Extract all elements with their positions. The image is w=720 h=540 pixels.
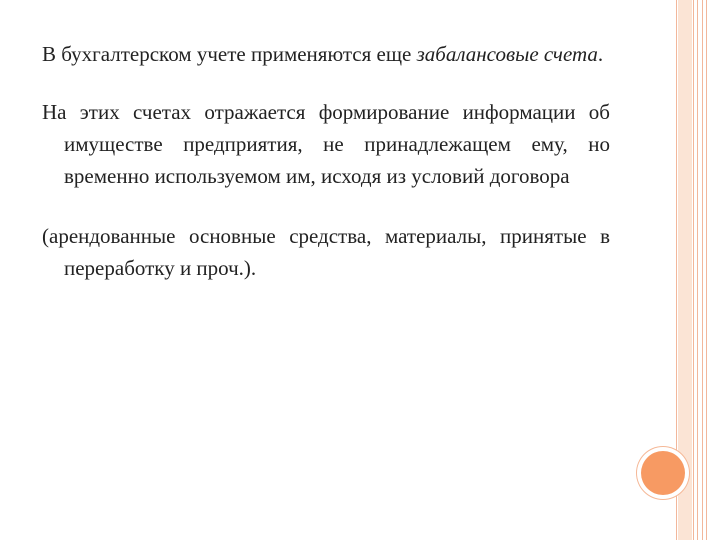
term-offbalance-accounts: забалансовые счета (416, 42, 598, 66)
border-line (706, 0, 707, 540)
border-line (693, 0, 694, 540)
border-line (697, 0, 698, 540)
decorative-circle (641, 451, 685, 495)
slide-body (42, 38, 610, 284)
paragraph-tail: . (597, 42, 604, 66)
paragraph-lead: В бухгалтерском учете применяются еще (42, 42, 412, 66)
paragraph-examples: (арендованные основные средства, материалы, принятые в переработку и проч.). (42, 224, 610, 280)
paragraph-offbalance (42, 38, 610, 70)
border-line (702, 0, 703, 540)
paragraph-description: На этих счетах отражается формирование информации об имуществе предприятия, не принадлежащем ему, но временно используемом им, исходя из условий договора (42, 100, 610, 188)
